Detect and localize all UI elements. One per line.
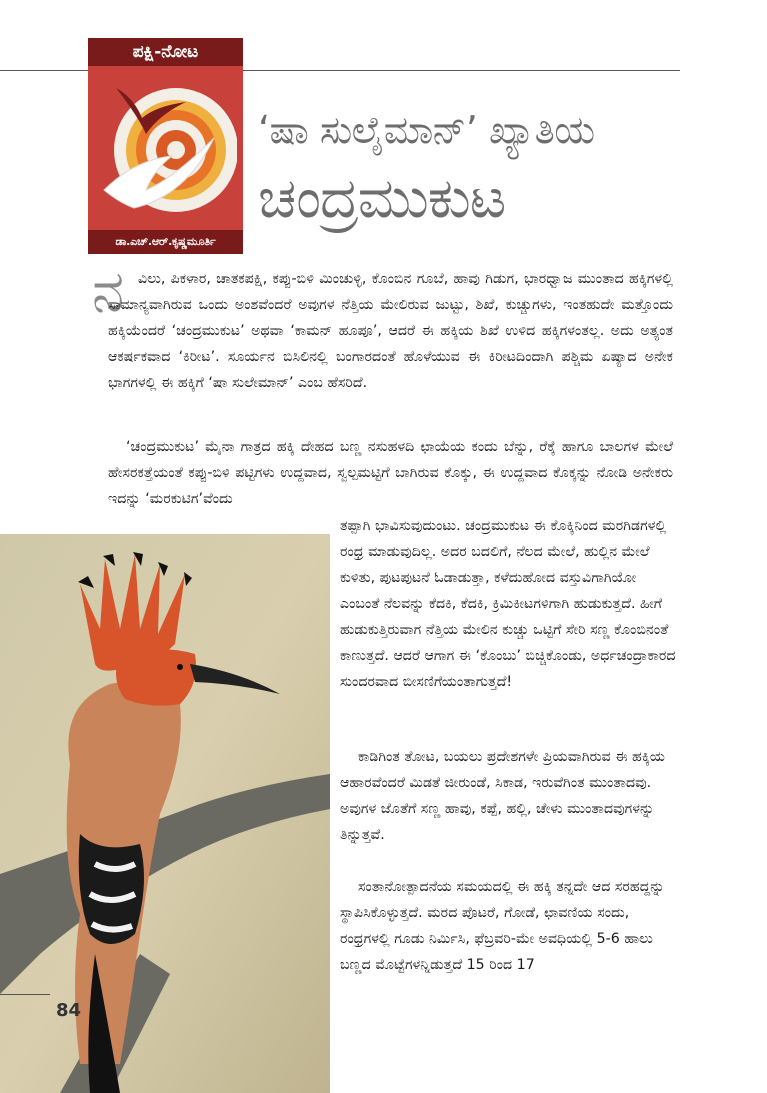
paragraph-2: ‘ಚಂದ್ರಮುಕುಟ’ ಮೈನಾ ಗಾತ್ರದ ಹಕ್ಕಿ ದೇಹದ ಬಣ್ಣ ನಸುಹಳದಿ ಛಾಯೆಯ ಕಂದು ಬೆನ್ನು, ರೆಕ್ಕೆ ಹಾಗೂ ಬಾಲಗಳ ಮೇಲೆ ಹೇಸರಕತ್ತೆಯಂತೆ ಕಪ್ಪು-ಬಿಳಿ ಪಟ್ಟಿಗಳು ಉದ್ದವಾದ, ಸ್ವಲ್ಪಮಟ್ಟಿಗೆ ಬಾಗಿರುವ ಕೊಕ್ಕು, ಈ ಉದ್ದವಾದ ಕೊಕ್ಕನ್ನು ನೋಡಿ ಅನೇಕರು ಇದನ್ನು ‘ಮರಕುಟಿಗ’ವೆಂದು <box>108 439 673 507</box>
hoopoe-photo <box>0 534 330 1093</box>
footer-rule <box>0 994 50 995</box>
article-title: ಚಂದ್ರಮುಕುಟ <box>258 166 506 231</box>
paragraph-1: ವಿಲು, ಪಿಕಳಾರ, ಚಾತಕಪಕ್ಷಿ, ಕಪ್ಪು-ಬಿಳಿ ಮಿಂಚುಳ್ಳಿ, ಕೊಂಬಿನ ಗೂಬೆ, ಹಾವು ಗಿಡುಗ, ಭಾರಧ್ವಾಜ ಮುಂತಾದ ಹಕ್ಕಿಗಳಲ್ಲಿ ಸಾಮಾನ್ಯವಾಗಿರುವ ಒಂದು ಅಂಶವೆಂದರೆ ಅವುಗಳ ನೆತ್ತಿಯ ಮೇಲಿರುವ ಜುಟ್ಟು, ಶಿಖೆ, ಕುಚ್ಚುಗಳು, ಇಂತಹುದೇ ಮತ್ತೊಂದು ಹಕ್ಕಿಯೆಂದರೆ ‘ಚಂದ್ರಮುಕುಟ’ ಅಥವಾ ‘ಕಾಮನ್ ಹೂಪೂ’, ಆದರೆ ಈ ಹಕ್ಕಿಯ ಶಿಖೆ ಉಳಿದ ಹಕ್ಕಿಗಳಂತಲ್ಲ. ಅದು ಅತ್ಯಂತ ಆಕರ್ಷಕವಾದ ‘ಕಿರೀಟ’. ಸೂರ್ಯನ ಬಿಸಿಲಿನಲ್ಲಿ ಬಂಗಾರದಂತೆ ಹೊಳೆಯುವ ಈ ಕಿರೀಟದಿಂದಾಗಿ ಪಶ್ಚಿಮ ಏಷ್ಯಾದ ಅನೇಕ ಭಾಗಗಳಲ್ಲಿ ಈ ಹಕ್ಕಿಗೆ ‘ಷಾ ಸುಲೇಮಾನ್’ ಎಂಬ ಹೆಸರಿದೆ. <box>108 271 673 391</box>
page-number: 84 <box>56 1000 82 1021</box>
author-name: ಡಾ.ಎಚ್.ಆರ್.ಕೃಷ್ಣಮೂರ್ತಿ <box>88 230 243 254</box>
paragraph-3: ತಪ್ಪಾಗಿ ಭಾವಿಸುವುದುಂಟು. ಚಂದ್ರಮುಕುಟ ಈ ಕೊಕ್ಕಿನಿಂದ ಮರಗಿಡಗಳಲ್ಲಿ ರಂಧ್ರ ಮಾಡುವುದಿಲ್ಲ. ಅದರ ಬದಲಿಗೆ, ನೆಲದ ಮೇಲೆ, ಹುಲ್ಲಿನ ಮೇಲೆ ಕುಳಿತು, ಪುಟಪುಟನೆ ಓಡಾಡುತ್ತಾ, ಕಳೆದುಹೋದ ವಸ್ತುವಿಗಾಗಿಯೋ ಎಂಬಂತೆ ನೆಲವನ್ನು ಕೆದಕಿ, ಕೆದಕಿ, ಕ್ರಿಮಿಕೀಟಗಳಿಗಾಗಿ ಹುಡುಕುತ್ತದೆ. ಹೀಗೆ ಹುಡುಕುತ್ತಿರುವಾಗ ನೆತ್ತಿಯ ಮೇಲಿನ ಕುಚ್ಚು ಒಟ್ಟಿಗೆ ಸೇರಿ ಸಣ್ಣ ಕೊಂಬಿನಂತೆ ಕಾಣುತ್ತದೆ. ಆದರೆ ಆಗಾಗ ಈ ‘ಕೊಂಬು’ ಬಿಚ್ಚಿಕೊಂಡು, ಅರ್ಧಚಂದ್ರಾಕಾರದ ಸುಂದರವಾದ ಬೀಸಣಿಗೆಯಂತಾಗುತ್ತದೆ! <box>340 518 676 690</box>
bird-emblem-icon <box>94 68 237 228</box>
paragraph-4: ಕಾಡಿಗಿಂತ ತೋಟ, ಬಯಲು ಪ್ರದೇಶಗಳೇ ಪ್ರಿಯವಾಗಿರುವ ಈ ಹಕ್ಕಿಯ ಆಹಾರವೆಂದರೆ ಮಿಡತೆ ಜೀರುಂಡೆ, ಸಿಕಾಡ, ಇರುವೆಗಿಂತ ಮುಂತಾದವು. ಅವುಗಳ ಜೊತೆಗೆ ಸಣ್ಣ ಹಾವು, ಕಪ್ಪೆ, ಹಲ್ಲಿ, ಚೇಳು ಮುಂತಾದವುಗಳನ್ನು ತಿನ್ನುತ್ತವೆ. <box>340 749 666 843</box>
section-label: ಪಕ್ಷಿ-ನೋಟ <box>88 38 243 66</box>
section-logo <box>88 38 243 254</box>
drop-cap: ನ <box>92 257 125 325</box>
article-kicker: ‘ಷಾ ಸುಲೈಮಾನ್’ ಖ್ಯಾತಿಯ <box>258 108 595 152</box>
paragraph-5: ಸಂತಾನೋತ್ಪಾದನೆಯ ಸಮಯದಲ್ಲಿ ಈ ಹಕ್ಕಿ ತನ್ನದೇ ಆದ ಸರಹದ್ದನ್ನು ಸ್ಥಾಪಿಸಿಕೊಳ್ಳುತ್ತದೆ. ಮರದ ಪೊಟರೆ, ಗೋಡೆ, ಛಾವಣಿಯ ಸಂದು, ರಂಧ್ರಗಳಲ್ಲಿ ಗೂಡು ನಿರ್ಮಿಸಿ, ಫೆಬ್ರವರಿ-ಮೇ ಅವಧಿಯಲ್ಲಿ 5-6 ಹಾಲು ಬಣ್ಣದ ಮೊಟ್ಟೆಗಳನ್ನಿಡುತ್ತದೆ 15 ರಿಂದ 17 <box>340 879 665 973</box>
